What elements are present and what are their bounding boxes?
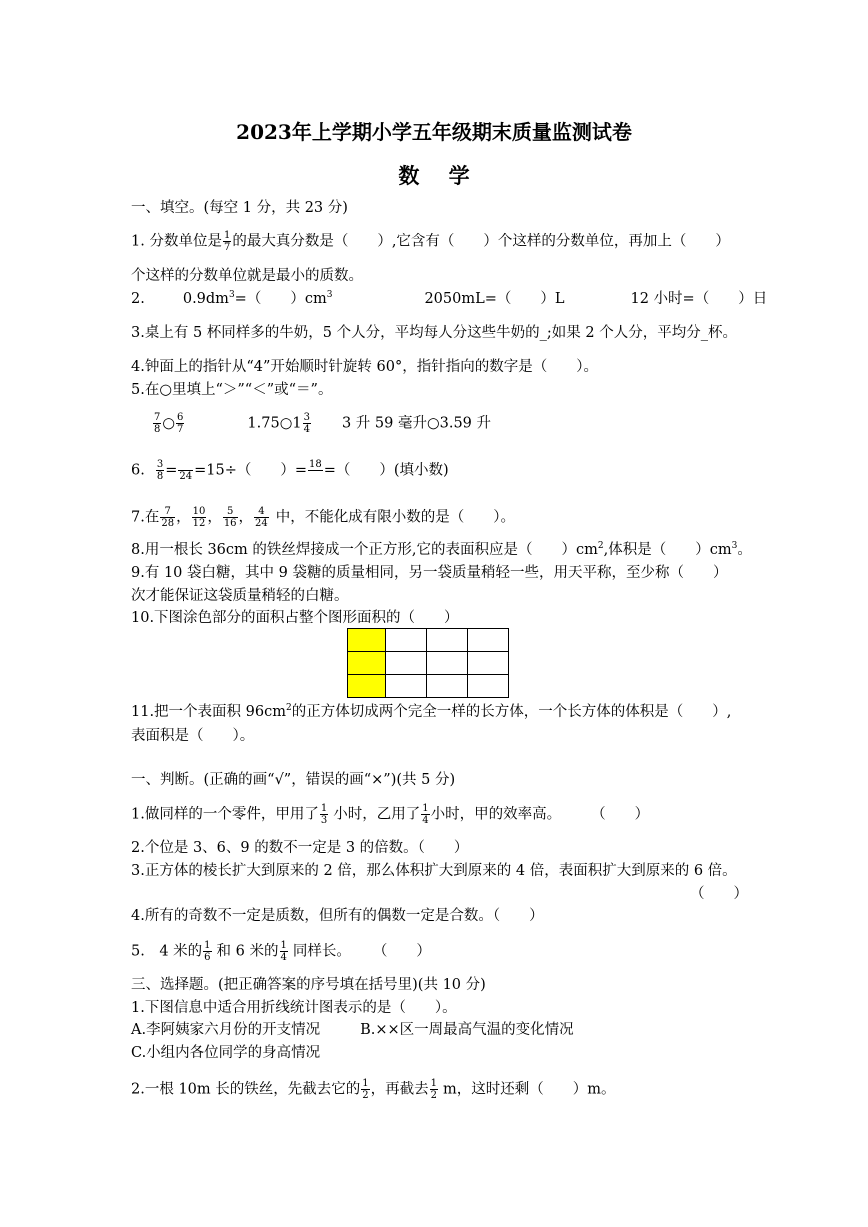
grid-cell bbox=[386, 652, 427, 675]
question-3-2: 2.一根 10m 长的铁丝，先截去它的 $\frac{1}{2}$ ，再截去 $\frac{1}{2}$ m，这时还剩（ ）m。 bbox=[131, 1078, 616, 1101]
grid-cell-shaded bbox=[348, 629, 386, 652]
question-3-1-options bbox=[131, 1020, 574, 1040]
question-1-7: 7.在 $\frac{7}{28}$ ， $\frac{10}{12}$ ， $\frac{5}{16}$ ， $\frac{4}{24}$ 中，不能化成有限小数的是（ ）。 bbox=[131, 506, 516, 529]
shaded-grid-figure bbox=[347, 628, 509, 698]
question-1-11-cont: 表面积是（ ）。 bbox=[131, 728, 255, 744]
grid-cell bbox=[468, 652, 509, 675]
question-1-4: 4.钟面上的指针从“4”开始顺时针旋转 60°，指针指向的数字是（ ）。 bbox=[131, 359, 598, 375]
grid-cell bbox=[468, 675, 509, 698]
section3-heading: 三、选择题。(把正确答案的序号填在括号里)(共 10 分) bbox=[131, 977, 486, 993]
option-c: C.小组内各位同学的身高情况 bbox=[131, 1045, 321, 1061]
question-1-3: 3.桌上有 5 杯同样多的牛奶，5 个人分，平均每人分这些牛奶的_;如果 2 个人分，平均分_杯。 bbox=[131, 325, 737, 341]
grid-cell bbox=[427, 629, 468, 652]
grid-cell bbox=[386, 629, 427, 652]
question-1-1: 1. 分数单位是 $\frac{1}{7}$ 的最大真分数是（ ）,它含有（ ）个这样的分数单位，再加上（ ） bbox=[131, 230, 730, 253]
question-2-3-answer: （ ） bbox=[690, 886, 748, 902]
grid-row bbox=[348, 675, 509, 698]
exam-subject: 数 学 bbox=[398, 163, 470, 188]
question-2-4: 4.所有的奇数不一定是质数，但所有的偶数一定是合数。（ ） bbox=[131, 908, 544, 924]
grid-cell-shaded bbox=[348, 652, 386, 675]
question-1-2: 2. $0.9dm^3=$（ ）$cm^3$ 2050mL=（ ）L 12 小时=（ ）日 bbox=[131, 290, 768, 307]
question-2-2: 2.个位是 3、6、9 的数不一定是 3 的倍数。（ ） bbox=[131, 840, 469, 856]
question-2-3: 3.正方体的棱长扩大到原来的 2 倍，那么体积扩大到原来的 4 倍，表面积扩大到原来的 6 倍。 bbox=[131, 863, 737, 879]
grid-cell bbox=[386, 675, 427, 698]
question-2-5: 5. 4 米的 $\frac{1}{6}$ 和 6 米的 $\frac{1}{4}$ 同样长。 （ ） bbox=[131, 940, 431, 963]
grid-cell bbox=[427, 675, 468, 698]
question-1-6: 6. $\frac{3}{8}$ = 24 =15÷（ ）= 18 =（ ）(填小数) bbox=[131, 459, 449, 482]
question-1-5-items: $\frac{7}{8}$ ○ $\frac{6}{7}$ 1.75○1 $\frac{3}{4}$ 3 升 59 毫升○3.59 升 bbox=[154, 412, 492, 435]
grid-row bbox=[348, 652, 509, 675]
grid-cell-shaded bbox=[348, 675, 386, 698]
grid-row bbox=[348, 629, 509, 652]
question-1-1-cont: 个这样的分数单位就是最小的质数。 bbox=[131, 268, 363, 284]
grid-cell bbox=[468, 629, 509, 652]
option-b: B.××区一周最高气温的变化情况 bbox=[360, 1022, 574, 1038]
option-a: A.李阿姨家六月份的开支情况 bbox=[131, 1022, 321, 1038]
section1-heading: 一、填空。(每空 1 分，共 23 分) bbox=[131, 200, 348, 216]
question-1-11: 11.把一个表面积 $96cm^2$的正方体切成两个完全一样的长方体，一个长方体的体积是（ ）, bbox=[131, 703, 732, 720]
question-1-5: 5.在○里填上“＞”“＜”或“＝”。 bbox=[131, 382, 333, 398]
question-1-9-cont: 次才能保证这袋质量稍轻的白糖。 bbox=[131, 588, 349, 604]
question-3-1: 1.下图信息中适合用折线统计图表示的是（ ）。 bbox=[131, 1000, 457, 1016]
question-1-8: 8.用一根长 36cm 的铁丝焊接成一个正方形,它的表面积应是（ ）$cm^2$,体积是（ ）$cm^3$。 bbox=[131, 541, 752, 558]
section2-heading: 一、判断。(正确的画“√”，错误的画“×”)(共 5 分) bbox=[131, 772, 456, 788]
fraction: $\frac{1}{7}$ bbox=[223, 230, 231, 253]
question-2-1: 1.做同样的一个零件，甲用了 $\frac{1}{3}$ 小时，乙用了 $\frac{1}{4}$ 小时，甲的效率高。 （ ） bbox=[131, 803, 650, 826]
exam-title: 2023年上学期小学五年级期末质量监测试卷 bbox=[236, 120, 632, 144]
question-1-9: 9.有 10 袋白糖，其中 9 袋糖的质量相同，另一袋质量稍轻一些，用天平称，至少称（ ） bbox=[131, 565, 728, 581]
question-1-10: 10.下图涂色部分的面积占整个图形面积的（ ） bbox=[131, 610, 459, 626]
grid-cell bbox=[427, 652, 468, 675]
